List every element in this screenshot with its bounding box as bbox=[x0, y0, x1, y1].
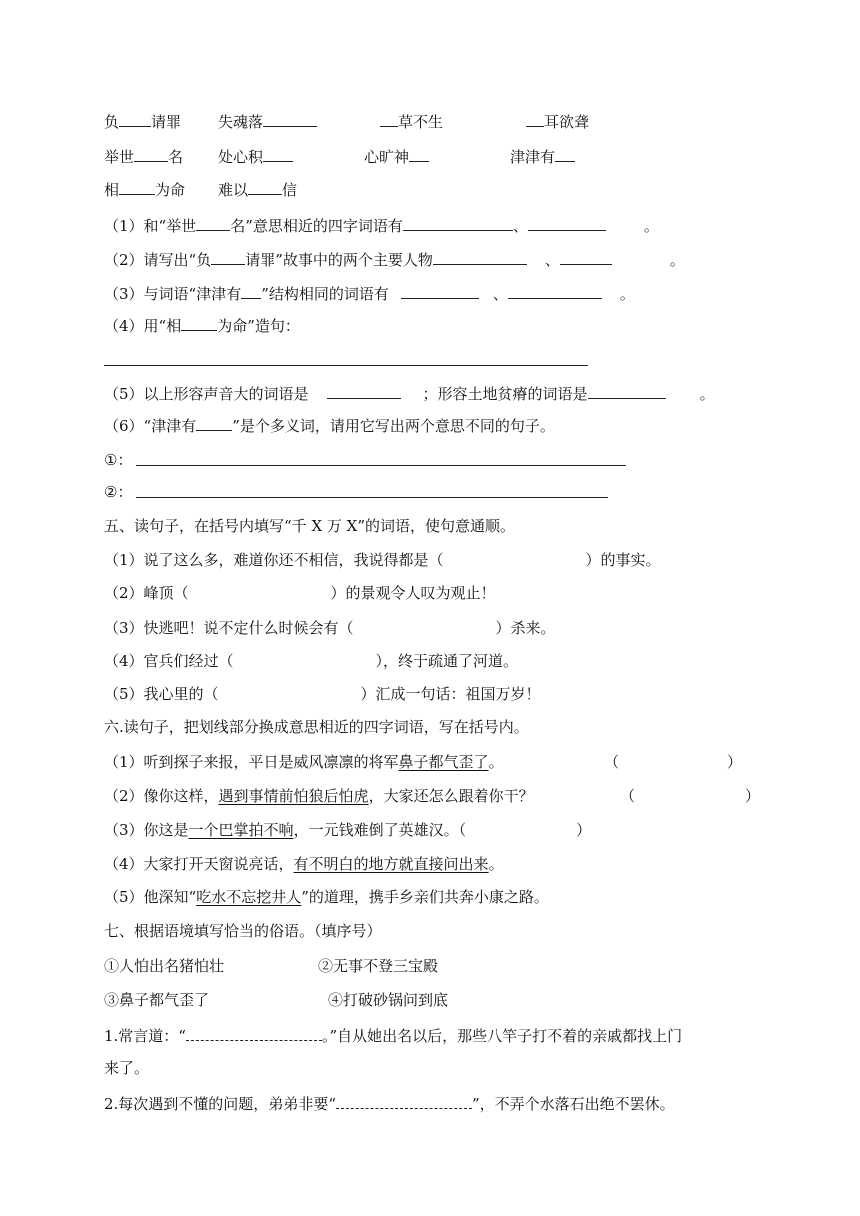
fill-blank[interactable] bbox=[211, 248, 245, 265]
idiom-row-3 bbox=[104, 178, 185, 200]
section-7-title: 七、根据语境填写恰当的俗语。（填序号） bbox=[104, 922, 382, 940]
answer-line[interactable] bbox=[104, 365, 588, 366]
fill-blank[interactable] bbox=[248, 178, 282, 195]
idiom-text: 处心积 bbox=[218, 148, 264, 166]
underlined-phrase: 遇到事情前怕狼后怕虎 bbox=[218, 787, 369, 805]
question-4: （4）用“相 为命”造句： bbox=[104, 314, 300, 336]
s6-item-3: （3）你这是一个巴掌拍不响，一元钱难倒了英雄汉。（ ） bbox=[104, 821, 592, 839]
fill-blank[interactable] bbox=[196, 214, 230, 231]
s5-item-1: （1）说了这么多，难道你还不相信，我说得都是（ ）的事实。 bbox=[104, 551, 661, 569]
s7-question-1-cont: 来了。 bbox=[104, 1059, 150, 1077]
fill-blank[interactable] bbox=[263, 110, 317, 127]
s5-item-5: （5）我心里的（ ）汇成一句话：祖国万岁！ bbox=[104, 685, 541, 703]
idiom-text: 名 bbox=[168, 148, 184, 166]
idiom-text: 失魂落 bbox=[218, 113, 264, 131]
fill-blank[interactable] bbox=[555, 145, 575, 162]
fill-blank[interactable] bbox=[186, 1024, 322, 1041]
fill-blank[interactable] bbox=[336, 1092, 472, 1109]
s5-item-2: （2）峰顶（ ）的景观令人叹为观止！ bbox=[104, 584, 496, 602]
s6-item-2: （2）像你这样，遇到事情前怕狼后怕虎，大家还怎么跟着你干？ bbox=[104, 787, 534, 805]
underlined-phrase: 鼻子都气歪了 bbox=[398, 753, 489, 771]
idiom-text: 相 bbox=[104, 181, 120, 199]
underlined-phrase: 有不明白的地方就直接问出来 bbox=[293, 855, 489, 873]
section-6-title: 六.读句子，把划线部分换成意思相近的四字词语，写在括号内。 bbox=[104, 718, 529, 736]
fill-blank[interactable] bbox=[119, 110, 151, 127]
fill-blank[interactable] bbox=[263, 145, 293, 162]
idiom-text: 耳欲聋 bbox=[544, 113, 590, 131]
fill-blank[interactable] bbox=[588, 382, 666, 399]
fill-blank[interactable] bbox=[119, 178, 155, 195]
question-2: （2）请写出“负 请罪”故事中的两个主要人物 、 。 bbox=[104, 248, 685, 270]
idiom-item bbox=[526, 110, 589, 132]
section-5-title: 五、读句子，在括号内填写“千 X 万 X”的词语，使句意通顺。 bbox=[104, 517, 516, 535]
s5-item-3: （3）快逃吧！说不定什么时候会有（ ）杀来。 bbox=[104, 619, 556, 637]
underlined-phrase: 吃水不忘挖井人 bbox=[196, 888, 302, 906]
answer-line[interactable] bbox=[136, 497, 608, 498]
fill-blank[interactable] bbox=[526, 110, 544, 127]
proverb-option-4: ④打破砂锅问到底 bbox=[328, 991, 449, 1009]
idiom-row-2 bbox=[104, 145, 183, 167]
idiom-item bbox=[218, 145, 293, 167]
idiom-text: 举世 bbox=[104, 148, 135, 166]
q6-answer-b: ②： bbox=[104, 483, 133, 501]
idiom-item bbox=[380, 110, 443, 132]
idiom-row-1 bbox=[104, 110, 181, 132]
idiom-text: 信 bbox=[282, 181, 298, 199]
idiom-text: 难以 bbox=[218, 181, 249, 199]
s6-answer-paren-1[interactable]: （ ） bbox=[604, 753, 743, 771]
idiom-text: 为命 bbox=[155, 181, 186, 199]
s7-question-2: 2.每次遇到不懂的问题，弟弟非要“ ”，不弄个水落石出绝不罢休。 bbox=[104, 1092, 675, 1114]
fill-blank[interactable] bbox=[508, 282, 602, 299]
fill-blank[interactable] bbox=[433, 248, 527, 265]
q6-answer-a: ①： bbox=[104, 451, 133, 469]
idiom-text: 草不生 bbox=[398, 113, 444, 131]
fill-blank[interactable] bbox=[134, 145, 168, 162]
fill-blank[interactable] bbox=[181, 314, 217, 331]
answer-line[interactable] bbox=[136, 465, 626, 466]
underlined-phrase: 一个巴掌拍不响 bbox=[188, 821, 294, 839]
fill-blank[interactable] bbox=[196, 414, 232, 431]
idiom-item bbox=[218, 110, 317, 132]
fill-blank[interactable] bbox=[327, 382, 401, 399]
fill-blank[interactable] bbox=[403, 214, 513, 231]
fill-blank[interactable] bbox=[528, 214, 606, 231]
proverb-option-2: ②无事不登三宝殿 bbox=[318, 957, 439, 975]
question-1: （1）和“举世 名”意思相近的四字词语有 、 。 bbox=[104, 214, 659, 236]
idiom-text: 负 bbox=[104, 113, 120, 131]
idiom-item bbox=[510, 145, 575, 167]
s6-item-5: （5）他深知“吃水不忘挖井人”的道理，携手乡亲们共奔小康之路。 bbox=[104, 888, 549, 906]
s6-item-1: （1）听到探子来报，平日是威风凛凛的将军鼻子都气歪了。 bbox=[104, 753, 504, 771]
fill-blank[interactable] bbox=[241, 282, 261, 299]
s6-answer-paren-2[interactable]: （ ） bbox=[620, 787, 761, 805]
fill-blank[interactable] bbox=[401, 282, 479, 299]
s7-question-1: 1.常言道：“ 。”自从她出名以后，那些八竿子打不着的亲戚都找上门 bbox=[104, 1024, 682, 1046]
fill-blank[interactable] bbox=[560, 248, 612, 265]
fill-blank[interactable] bbox=[409, 145, 429, 162]
idiom-text: 心旷神 bbox=[364, 148, 410, 166]
proverb-option-1: ①人怕出名猪怕壮 bbox=[104, 957, 225, 975]
question-6: （6）“津津有 ”是个多义词，请用它写出两个意思不同的句子。 bbox=[104, 414, 555, 436]
proverb-option-3: ③鼻子都气歪了 bbox=[104, 991, 210, 1009]
s5-item-4: （4）官兵们经过（ ），终于疏通了河道。 bbox=[104, 652, 519, 670]
idiom-text: 请罪 bbox=[151, 113, 182, 131]
s6-item-4: （4）大家打开天窗说亮话，有不明白的地方就直接问出来。 bbox=[104, 855, 504, 873]
idiom-item bbox=[364, 145, 429, 167]
fill-blank[interactable] bbox=[380, 110, 398, 127]
idiom-text: 津津有 bbox=[510, 148, 556, 166]
question-3: （3）与词语“津津有 ”结构相同的词语有 、 。 bbox=[104, 282, 635, 304]
question-5: （5）以上形容声音大的词语是 ；形容土地贫瘠的词语是 。 bbox=[104, 382, 715, 404]
idiom-item bbox=[218, 178, 297, 200]
